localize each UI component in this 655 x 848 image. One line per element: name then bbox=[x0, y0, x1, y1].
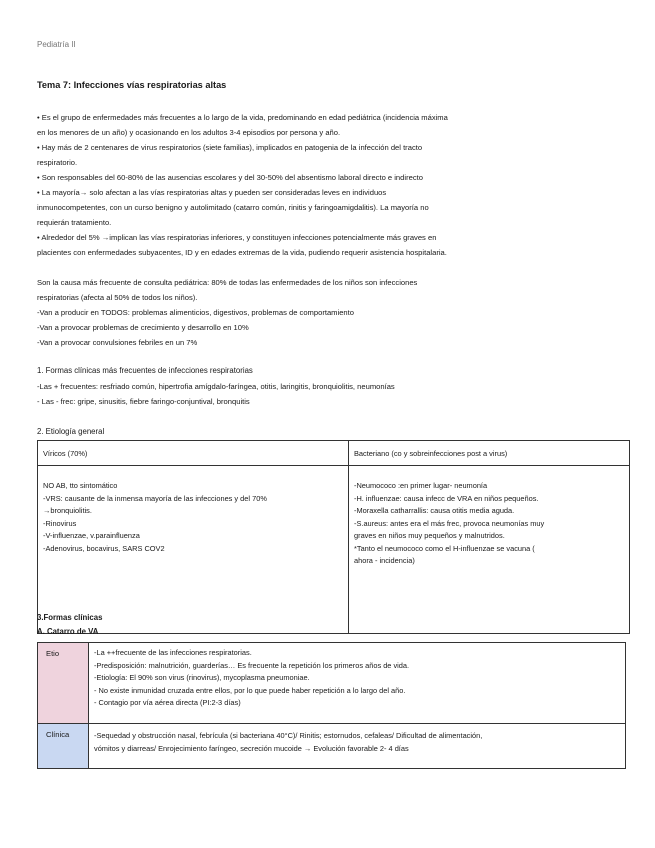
virus-column-header: Víricos (70%) bbox=[38, 441, 349, 466]
section1-title: 1. Formas clínicas más frecuentes de infecciones respiratorias bbox=[37, 366, 253, 375]
etio-line: -La ++frecuente de las infecciones respiratorias. bbox=[94, 648, 252, 657]
bacteria-line: ahora - incidencia) bbox=[354, 556, 415, 565]
etio-label: Etio bbox=[38, 643, 89, 724]
intro-line: requierán tratamiento. bbox=[37, 218, 112, 227]
virus-cell bbox=[38, 466, 349, 634]
virus-line: -Rinovirus bbox=[43, 518, 77, 528]
etio-line: - No existe inmunidad cruzada entre ellos, por lo que puede haber repetición a lo largo del año. bbox=[94, 685, 406, 695]
section1-line: - Las - frec: gripe, sinusitis, fiebre faringo-conjuntival, bronquitis bbox=[37, 397, 250, 406]
intro-line: inmunocompetentes, con un curso benigno y autolimitado (catarro común, rinitis y faringoamigdalitis). La mayoría no bbox=[37, 203, 429, 212]
clinica-line: vómitos y diarreas/ Enrojecimiento faríngeo, secreción mucoide → Evolución favorable 2- 4 días bbox=[94, 743, 409, 753]
bacteria-line: -S.aureus: antes era el más frec, provoca neumonías muy bbox=[354, 518, 545, 528]
etiology-table bbox=[37, 440, 630, 634]
consult-paragraph bbox=[37, 275, 617, 350]
clinica-line: -Sequedad y obstrucción nasal, febrícula (si bacteriana 40°C)/ Rinitis; estornudos, cefaleas/ Dificultad de alimentación, bbox=[94, 731, 483, 740]
consult-line: -Van a provocar problemas de crecimiento y desarrollo en 10% bbox=[37, 323, 249, 332]
section3-title: 3.Formas clínicas bbox=[37, 613, 103, 622]
etio-line: -Etiología: El 90% son virus (rinovirus), mycoplasma pneumoniae. bbox=[94, 673, 310, 682]
etio-line: - Contagio por vía aérea directa (PI:2-3 días) bbox=[94, 698, 241, 707]
bacteria-line: *Tanto el neumococo como el H-influenzae se vacuna ( bbox=[354, 543, 535, 553]
clinica-cell bbox=[89, 724, 626, 769]
catarro-table bbox=[37, 642, 626, 769]
intro-line: en los menores de un año) y ocasionando en los adultos 3-4 episodios por persona y año. bbox=[37, 128, 341, 137]
section3-subtitle: A. Catarro de VA bbox=[37, 627, 99, 636]
intro-line: respiratorio. bbox=[37, 158, 78, 167]
virus-line: -VRS: causante de la inmensa mayoría de las infecciones y del 70% bbox=[43, 493, 267, 503]
bacteria-column-header: Bacteriano (co y sobreinfecciones post a virus) bbox=[349, 441, 630, 466]
intro-line: • Es el grupo de enfermedades más frecuentes a lo largo de la vida, predominando en edad pediátrica (incidencia máxima bbox=[37, 113, 448, 122]
virus-line: NO AB, tto sintomático bbox=[43, 481, 118, 490]
bacteria-line: -Neumococo :en primer lugar- neumonía bbox=[354, 481, 488, 490]
intro-paragraph bbox=[37, 110, 617, 260]
etio-cell bbox=[89, 643, 626, 724]
clinica-label: Clínica bbox=[38, 724, 89, 769]
bacteria-cell bbox=[349, 466, 630, 634]
intro-line: • Son responsables del 60-80% de las ausencias escolares y del 30-50% del absentismo laboral directo e indirecto bbox=[37, 173, 423, 182]
intro-line: • La mayoría→ solo afectan a las vías respiratorias altas y pueden ser consideradas leves en individuos bbox=[37, 188, 387, 197]
intro-line: • Alrededor del 5% →implican las vías respiratorias inferiores, y constituyen infecciones potencialmente más graves en bbox=[37, 233, 437, 242]
intro-line: placientes con enfermedades subyacentes, ID y en edades extremas de la vida, pudiendo requerir asistencia hospitalaria. bbox=[37, 248, 447, 257]
etio-line: -Predisposición: malnutrición, guarderías… Es frecuente la repetición los primeros años de vida. bbox=[94, 660, 410, 670]
virus-line: -Adenovirus, bocavirus, SARS COV2 bbox=[43, 543, 165, 553]
topic-title: Tema 7: Infecciones vías respiratorias altas bbox=[37, 80, 227, 90]
section2-title: 2. Etiología general bbox=[37, 427, 105, 436]
consult-line: Son la causa más frecuente de consulta pediátrica: 80% de todas las enfermedades de los niños son infecciones bbox=[37, 278, 418, 287]
virus-line: -V-influenzae, v.parainfluenza bbox=[43, 531, 140, 540]
bacteria-line: graves en niños muy pequeños y malnutridos. bbox=[354, 531, 505, 540]
bacteria-line: -Moraxella catharrallis: causa otitis media aguda. bbox=[354, 506, 515, 515]
section1-list bbox=[37, 379, 617, 409]
consult-line: -Van a provocar convulsiones febriles en un 7% bbox=[37, 338, 198, 347]
consult-line: -Van a producir en TODOS: problemas alimenticios, digestivos, problemas de comportamiento bbox=[37, 308, 354, 317]
virus-line: →bronquiolitis. bbox=[43, 506, 92, 515]
bacteria-line: -H. influenzae: causa infecc de VRA en niños pequeños. bbox=[354, 493, 539, 503]
consult-line: respiratorias (afecta al 50% de todos los niños). bbox=[37, 293, 198, 302]
intro-line: • Hay más de 2 centenares de virus respiratorios (siete familias), implicados en patogenia de la infección del tracto bbox=[37, 143, 423, 152]
section1-line: -Las + frecuentes: resfriado común, hipertrofia amígdalo-faríngea, otitis, laringitis, bronquiolitis, neumonías bbox=[37, 382, 395, 391]
page-header-subject: Pediatría II bbox=[37, 40, 76, 49]
